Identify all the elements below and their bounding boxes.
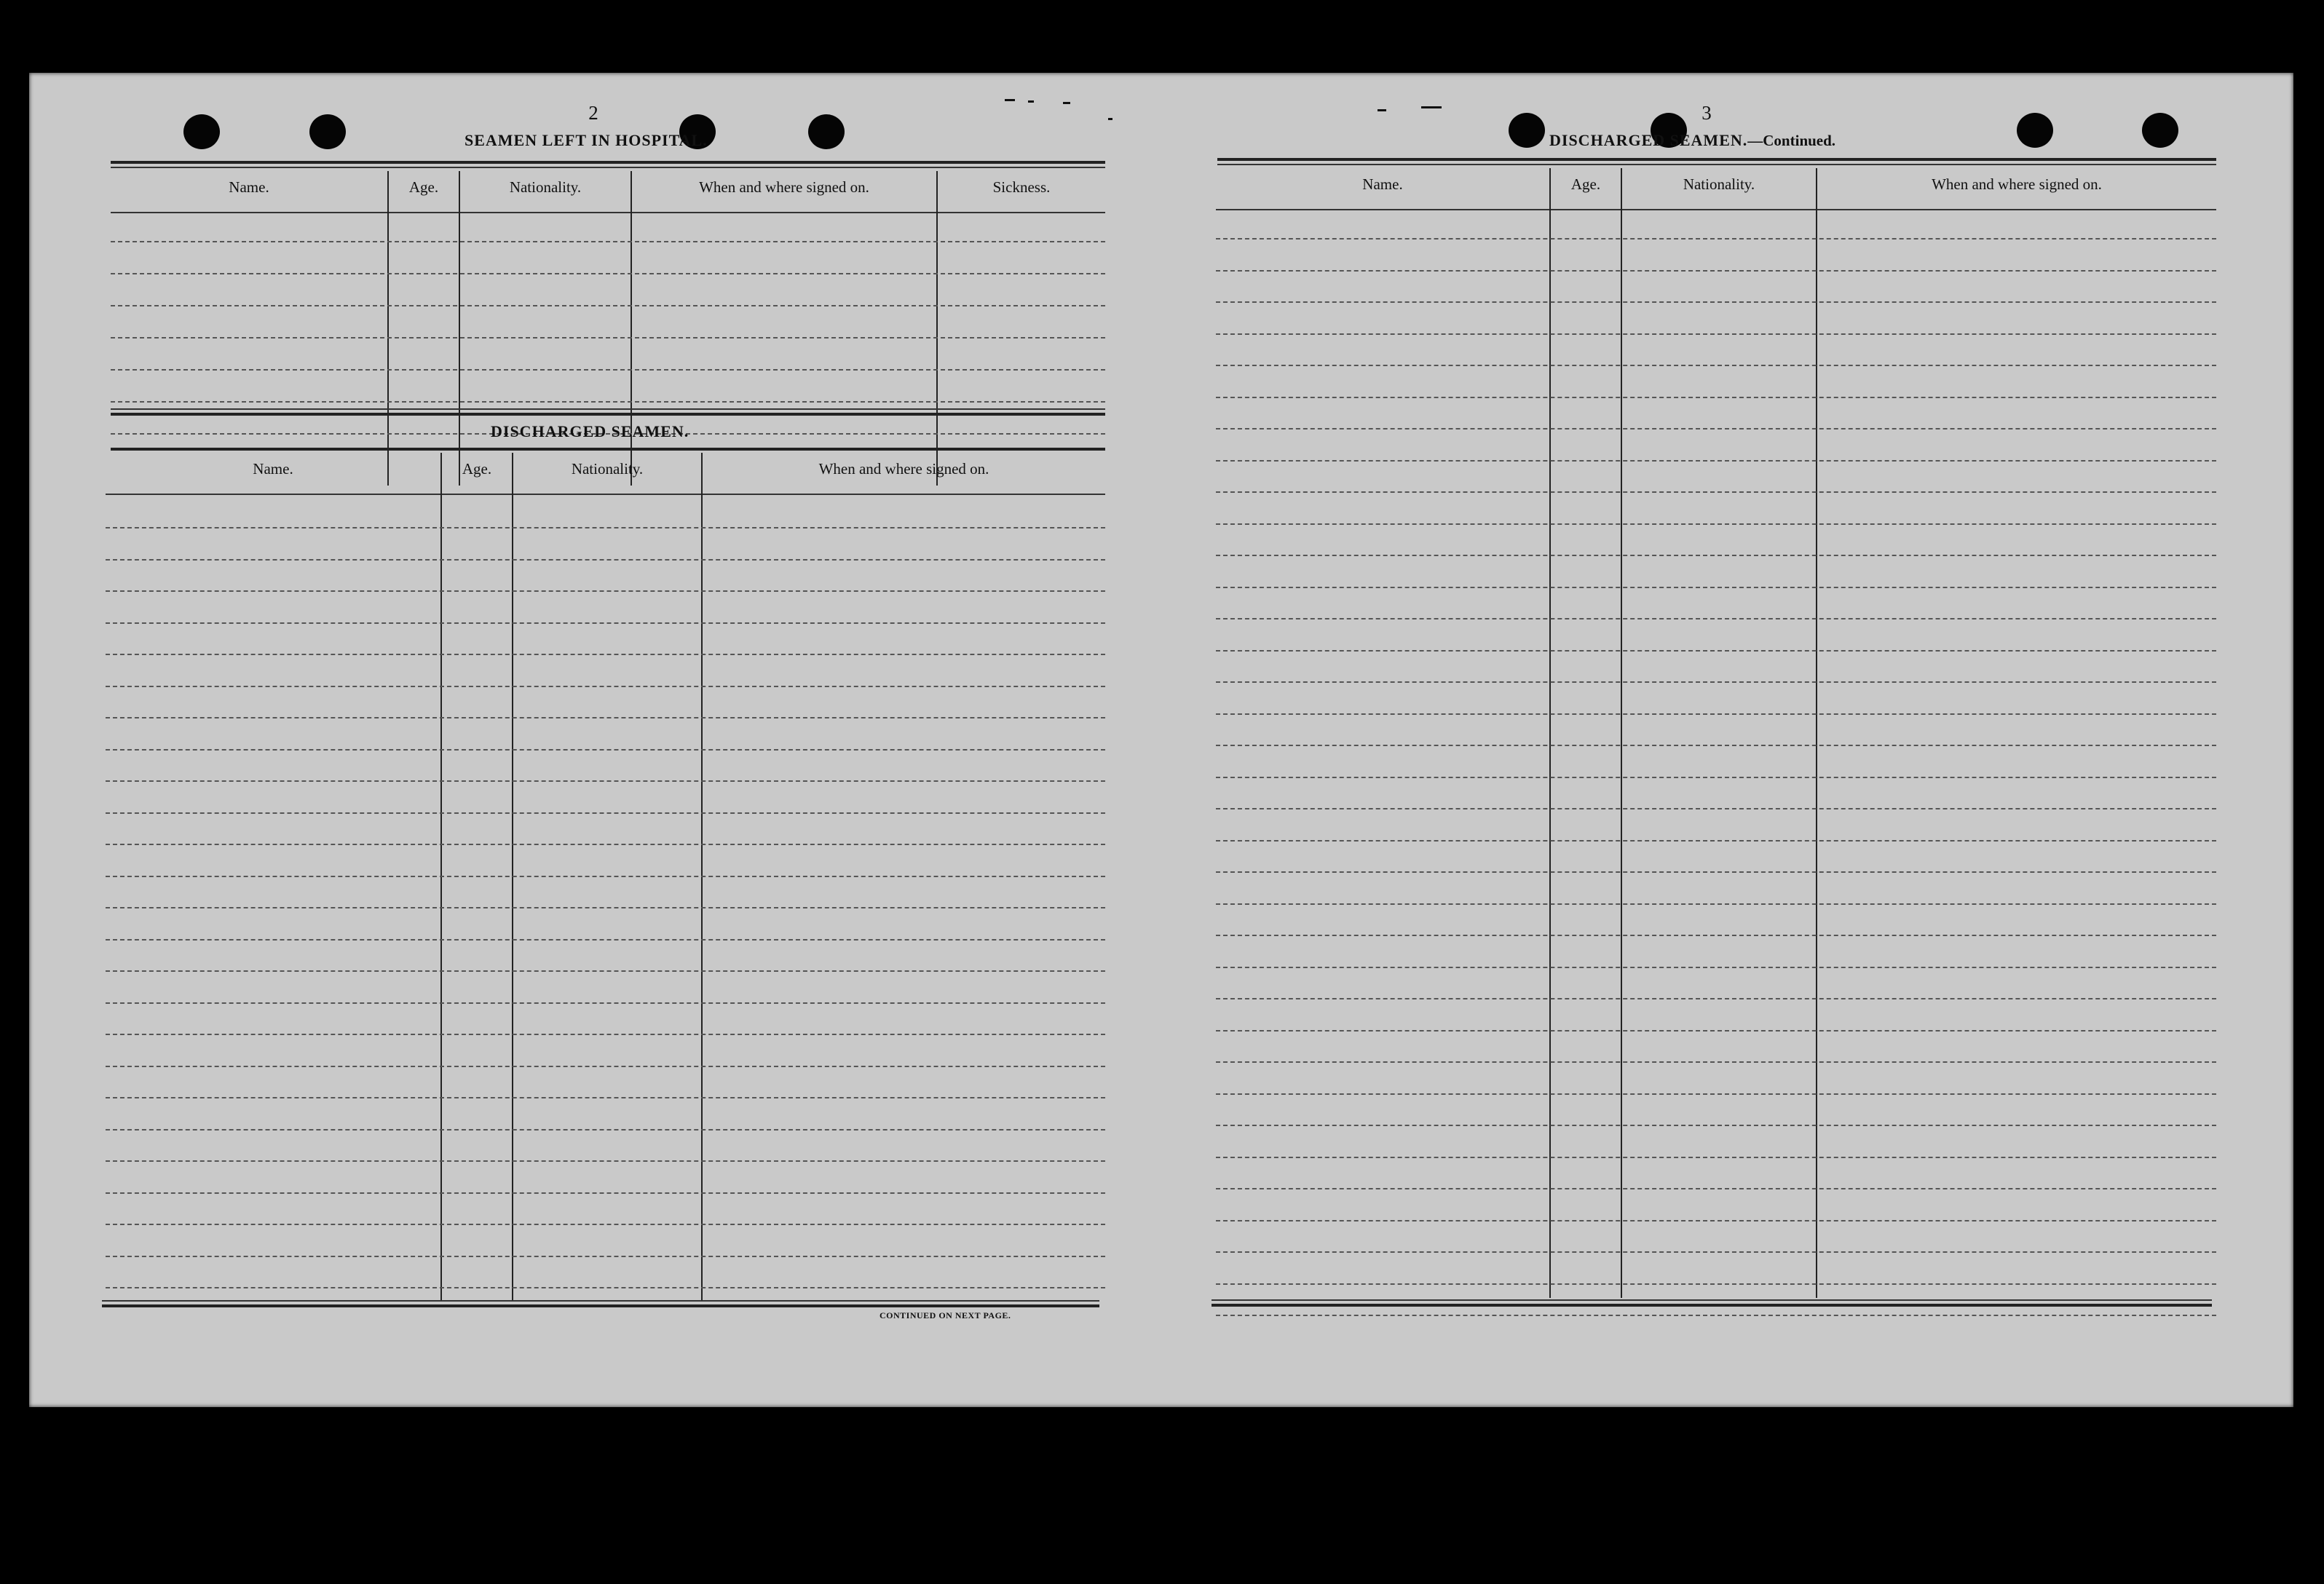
ruling-line (1216, 555, 2216, 556)
ruling-line (1216, 998, 2216, 999)
ruling-line (1216, 1093, 2216, 1095)
ruling-line (1216, 871, 2216, 873)
ruling-line (106, 622, 1105, 624)
ruling-line (1216, 397, 2216, 398)
ruling-line (1216, 301, 2216, 303)
ruling-line (106, 844, 1105, 845)
ruling-line (106, 559, 1105, 561)
discharged-left-bottom-rule (102, 1300, 1099, 1302)
ruling-line (111, 241, 1105, 242)
ruling-line (106, 1192, 1105, 1194)
ruling-line (106, 1066, 1105, 1067)
ruling-line (1216, 365, 2216, 366)
column-divider (512, 453, 513, 1302)
ruling-line (1216, 270, 2216, 272)
ruling-line (1216, 428, 2216, 429)
ruling-line (1216, 587, 2216, 588)
ruling-line (1216, 777, 2216, 778)
ruling-line (1216, 1220, 2216, 1221)
right-title-suffix: —Continued. (1747, 132, 1836, 149)
discharged-header-name (106, 453, 440, 495)
ruling-line (111, 369, 1105, 371)
ruling-line (1216, 935, 2216, 936)
ruling-line (1216, 903, 2216, 905)
right-title-main: DISCHARGED SEAMEN. (1549, 131, 1748, 149)
ruling-line (1216, 745, 2216, 746)
ruling-line (1216, 1251, 2216, 1253)
ruling-line (1216, 618, 2216, 619)
discharged-table-right (1216, 168, 2216, 1304)
ruling-line (106, 970, 1105, 972)
ruling-line (1216, 460, 2216, 462)
hospital-header-name (111, 171, 387, 213)
column-header: Name. (1362, 175, 1403, 193)
document-sheet (29, 73, 2293, 1407)
right-header-signed-on (1817, 168, 2216, 210)
column-divider (1621, 168, 1622, 1298)
ruling-line (106, 1034, 1105, 1035)
ruling-line (1216, 967, 2216, 968)
column-header: Name. (229, 178, 269, 196)
right-top-rule (1217, 158, 2216, 161)
ruling-line (106, 527, 1105, 528)
column-divider (936, 171, 938, 486)
discharged-left-bottom-rule-heavy (102, 1304, 1099, 1307)
ruling-line (106, 1256, 1105, 1257)
ruling-line (111, 305, 1105, 306)
punch-hole-icon (309, 114, 346, 149)
scan-speck (1421, 106, 1442, 108)
ruling-line (111, 401, 1105, 403)
right-header-name (1216, 168, 1549, 210)
column-divider (440, 453, 442, 1302)
ruling-line (106, 780, 1105, 782)
discharged-header-age (442, 453, 512, 495)
hospital-header-age (389, 171, 459, 213)
ruling-line (1216, 523, 2216, 525)
discharged-header-nationality (513, 453, 701, 495)
right-bottom-rule-heavy (1212, 1304, 2212, 1307)
ruling-line (1216, 1315, 2216, 1316)
right-header-nationality (1622, 168, 1816, 210)
ruling-line (106, 876, 1105, 877)
ruling-line (106, 939, 1105, 940)
ruling-line (1216, 1188, 2216, 1189)
discharged-header-signed-on (703, 453, 1105, 495)
scan-speck (1005, 99, 1015, 101)
column-header: When and where signed on. (1932, 175, 2102, 193)
punch-hole-icon (1509, 113, 1545, 148)
column-header: Age. (462, 460, 492, 478)
ruling-line (1216, 1283, 2216, 1285)
column-divider (387, 171, 389, 486)
ruling-line (1216, 1061, 2216, 1063)
ruling-line (106, 1129, 1105, 1130)
discharged-top-rule (111, 448, 1105, 451)
column-divider (701, 453, 703, 1302)
column-header: When and where signed on. (699, 178, 869, 196)
punch-hole-icon (808, 114, 845, 149)
ruling-line (1216, 1125, 2216, 1126)
ruling-line (106, 907, 1105, 908)
ruling-line (106, 654, 1105, 655)
continued-footer: CONTINUED ON NEXT PAGE. (880, 1310, 1011, 1320)
hospital-header-signed-on (632, 171, 936, 213)
column-header: Name. (253, 460, 293, 478)
ruling-line (106, 686, 1105, 687)
punch-hole-icon (2142, 113, 2178, 148)
discharged-title: DISCHARGED SEAMEN. (491, 422, 689, 440)
ruling-line (1216, 808, 2216, 809)
ruling-line (111, 273, 1105, 274)
left-page-title: SEAMEN LEFT IN HOSPITAL. (465, 131, 708, 149)
ruling-line (106, 1160, 1105, 1162)
column-header: Nationality. (509, 178, 582, 196)
punch-hole-icon (2017, 113, 2053, 148)
ruling-line (1216, 713, 2216, 715)
hospital-header-nationality (460, 171, 631, 213)
right-top-rule-thin (1217, 164, 2216, 165)
ruling-line (106, 1287, 1105, 1288)
column-divider (1816, 168, 1817, 1298)
column-divider (1549, 168, 1551, 1298)
ruling-line (106, 749, 1105, 751)
left-top-rule-thin (111, 167, 1105, 168)
column-header: Nationality. (571, 460, 644, 478)
left-top-rule (111, 161, 1105, 164)
ruling-line (106, 1002, 1105, 1004)
column-header: Nationality. (1683, 175, 1755, 193)
ruling-line (106, 1224, 1105, 1225)
hospital-header-sickness (938, 171, 1105, 213)
scan-speck (1378, 109, 1386, 111)
hospital-bottom-rule-heavy (111, 413, 1105, 416)
ruling-line (106, 590, 1105, 592)
right-page-title (1549, 131, 1835, 150)
ruling-line (106, 717, 1105, 718)
ruling-line (1216, 333, 2216, 335)
right-header-age (1551, 168, 1621, 210)
scan-speck (1108, 118, 1112, 120)
ruling-line (1216, 650, 2216, 652)
ruling-line (1216, 1157, 2216, 1158)
scan-speck (1063, 102, 1070, 104)
ruling-line (111, 337, 1105, 338)
column-header: Age. (1570, 175, 1601, 193)
punch-hole-icon (183, 114, 220, 149)
ruling-line (1216, 681, 2216, 683)
column-divider (459, 171, 460, 486)
ruling-line (106, 1097, 1105, 1098)
ruling-line (1216, 491, 2216, 493)
column-header: Age. (408, 178, 439, 196)
ruling-line (1216, 238, 2216, 239)
column-header: When and where signed on. (818, 460, 989, 478)
discharged-table-left (106, 453, 1105, 1319)
right-bottom-rule (1212, 1299, 2212, 1301)
ruling-line (1216, 840, 2216, 842)
hospital-bottom-rule (111, 408, 1105, 410)
scan-speck (1028, 100, 1034, 103)
column-header: Sickness. (992, 178, 1051, 196)
right-page-number: 3 (1702, 102, 1712, 124)
ruling-line (1216, 1030, 2216, 1031)
left-page-number: 2 (588, 102, 598, 124)
ruling-line (106, 812, 1105, 814)
